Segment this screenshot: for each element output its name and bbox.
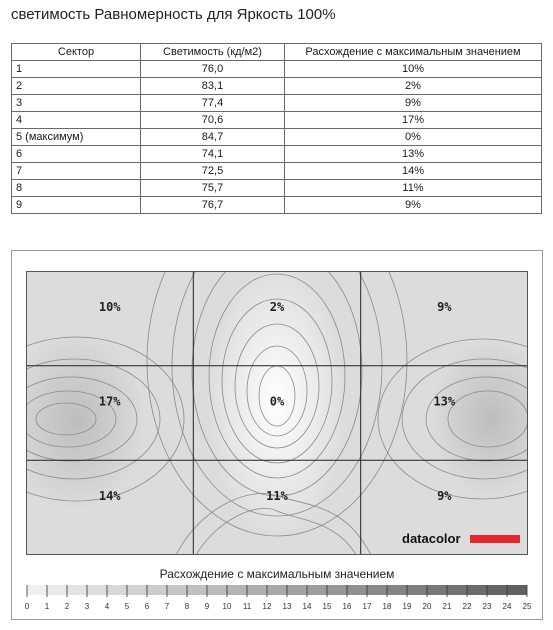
column-header-sector: Сектор [12,44,141,61]
scale-tick-label: 19 [402,602,412,611]
table-row [12,163,542,180]
logo-text: datacolor [402,531,461,546]
deviation-cell: 13% [285,146,542,163]
sector-cell: 1 [12,61,141,78]
scale-swatch [367,585,387,595]
table-row [12,112,542,129]
deviation-cell: 2% [285,78,542,95]
scale-tick-label: 18 [382,602,392,611]
scale-tick-label: 7 [164,602,170,611]
scale-tick-label: 0 [24,602,30,611]
scale-swatch [47,585,67,595]
scale-tick-label: 9 [204,602,210,611]
scale-swatch [287,585,307,595]
table-row [12,95,542,112]
scale-swatch [487,585,507,595]
scale-swatch [267,585,287,595]
scale-tick-label: 25 [522,602,532,611]
page-title: светимость Равномерность для Яркость 100% [11,6,336,23]
deviation-cell: 11% [285,180,542,197]
table-row [12,61,542,78]
sector-label-3: 9% [437,299,452,314]
uniformity-contour-map [26,271,528,555]
scale-tick-label: 21 [442,602,452,611]
uniformity-map-panel [11,250,543,620]
scale-swatch [407,585,427,595]
sector-label-2: 2% [269,299,285,314]
sector-label-7: 14% [98,489,121,504]
luminance-cell: 70,6 [141,112,285,129]
scale-tick-label: 20 [422,602,432,611]
scale-swatch [207,585,227,595]
luminance-cell: 76,7 [141,197,285,214]
column-header-luminance: Светимость (кд/м2) [141,44,285,61]
scale-swatch [387,585,407,595]
scale-swatch [507,585,527,595]
luminance-cell: 83,1 [141,78,285,95]
scale-swatch [87,585,107,595]
legend-title: Расхождение с максимальным значением [159,567,395,581]
sector-cell: 7 [12,163,141,180]
sector-cell: 6 [12,146,141,163]
sector-cell: 3 [12,95,141,112]
table-row [12,129,542,146]
scale-swatch [107,585,127,595]
deviation-cell: 9% [285,197,542,214]
table-row [12,197,542,214]
table-row [12,146,542,163]
scale-tick-label: 12 [262,602,272,611]
scale-swatch [167,585,187,595]
scale-swatch [327,585,347,595]
luminance-cell: 84,7 [141,129,285,146]
scale-swatch [187,585,207,595]
scale-swatch [67,585,87,595]
scale-tick-label: 11 [242,602,252,611]
sector-label-6: 13% [433,394,456,409]
luminance-table [11,43,542,214]
scale-tick-label: 17 [362,602,372,611]
luminance-cell: 72,5 [141,163,285,180]
sector-label-4: 17% [98,394,121,409]
scale-tick-label: 14 [302,602,312,611]
scale-tick-label: 13 [282,602,292,611]
sector-cell: 8 [12,180,141,197]
scale-tick-label: 8 [184,602,190,611]
scale-swatch [227,585,247,595]
scale-tick-label: 3 [84,602,90,611]
scale-tick-label: 4 [104,602,110,611]
sector-label-1: 10% [98,299,121,314]
scale-swatch [147,585,167,595]
scale-tick-label: 10 [222,602,232,611]
deviation-cell: 14% [285,163,542,180]
deviation-cell: 9% [285,95,542,112]
scale-tick-label: 2 [64,602,70,611]
sector-label-8: 11% [266,489,288,504]
luminance-cell: 75,7 [141,180,285,197]
table-row [12,180,542,197]
deviation-cell: 10% [285,61,542,78]
scale-swatch [127,585,147,595]
luminance-cell: 77,4 [141,95,285,112]
deviation-cell: 17% [285,112,542,129]
sector-label-9: 9% [437,489,452,504]
table-row [12,78,542,95]
scale-swatch [27,585,47,595]
sector-cell: 4 [12,112,141,129]
luminance-cell: 74,1 [141,146,285,163]
table-header-row [12,44,542,61]
sector-label-5: 0% [269,394,285,409]
sector-cell: 9 [12,197,141,214]
scale-swatch [427,585,447,595]
scale-swatch [447,585,467,595]
scale-swatch [347,585,367,595]
scale-swatch [307,585,327,595]
deviation-scale-bar [12,579,542,613]
scale-tick-label: 22 [462,602,472,611]
scale-swatch [247,585,267,595]
scale-tick-label: 5 [124,602,130,611]
scale-tick-label: 6 [144,602,150,611]
scale-tick-label: 24 [502,602,512,611]
scale-tick-label: 23 [482,602,492,611]
logo-accent-bar [470,535,520,543]
column-header-deviation: Расхождение с максимальным значением [285,44,542,61]
scale-tick-label: 16 [342,602,352,611]
luminance-cell: 76,0 [141,61,285,78]
sector-cell: 5 (максимум) [12,129,141,146]
deviation-cell: 0% [285,129,542,146]
scale-tick-label: 15 [322,602,332,611]
sector-cell: 2 [12,78,141,95]
scale-tick-label: 1 [44,602,50,611]
scale-swatch [467,585,487,595]
